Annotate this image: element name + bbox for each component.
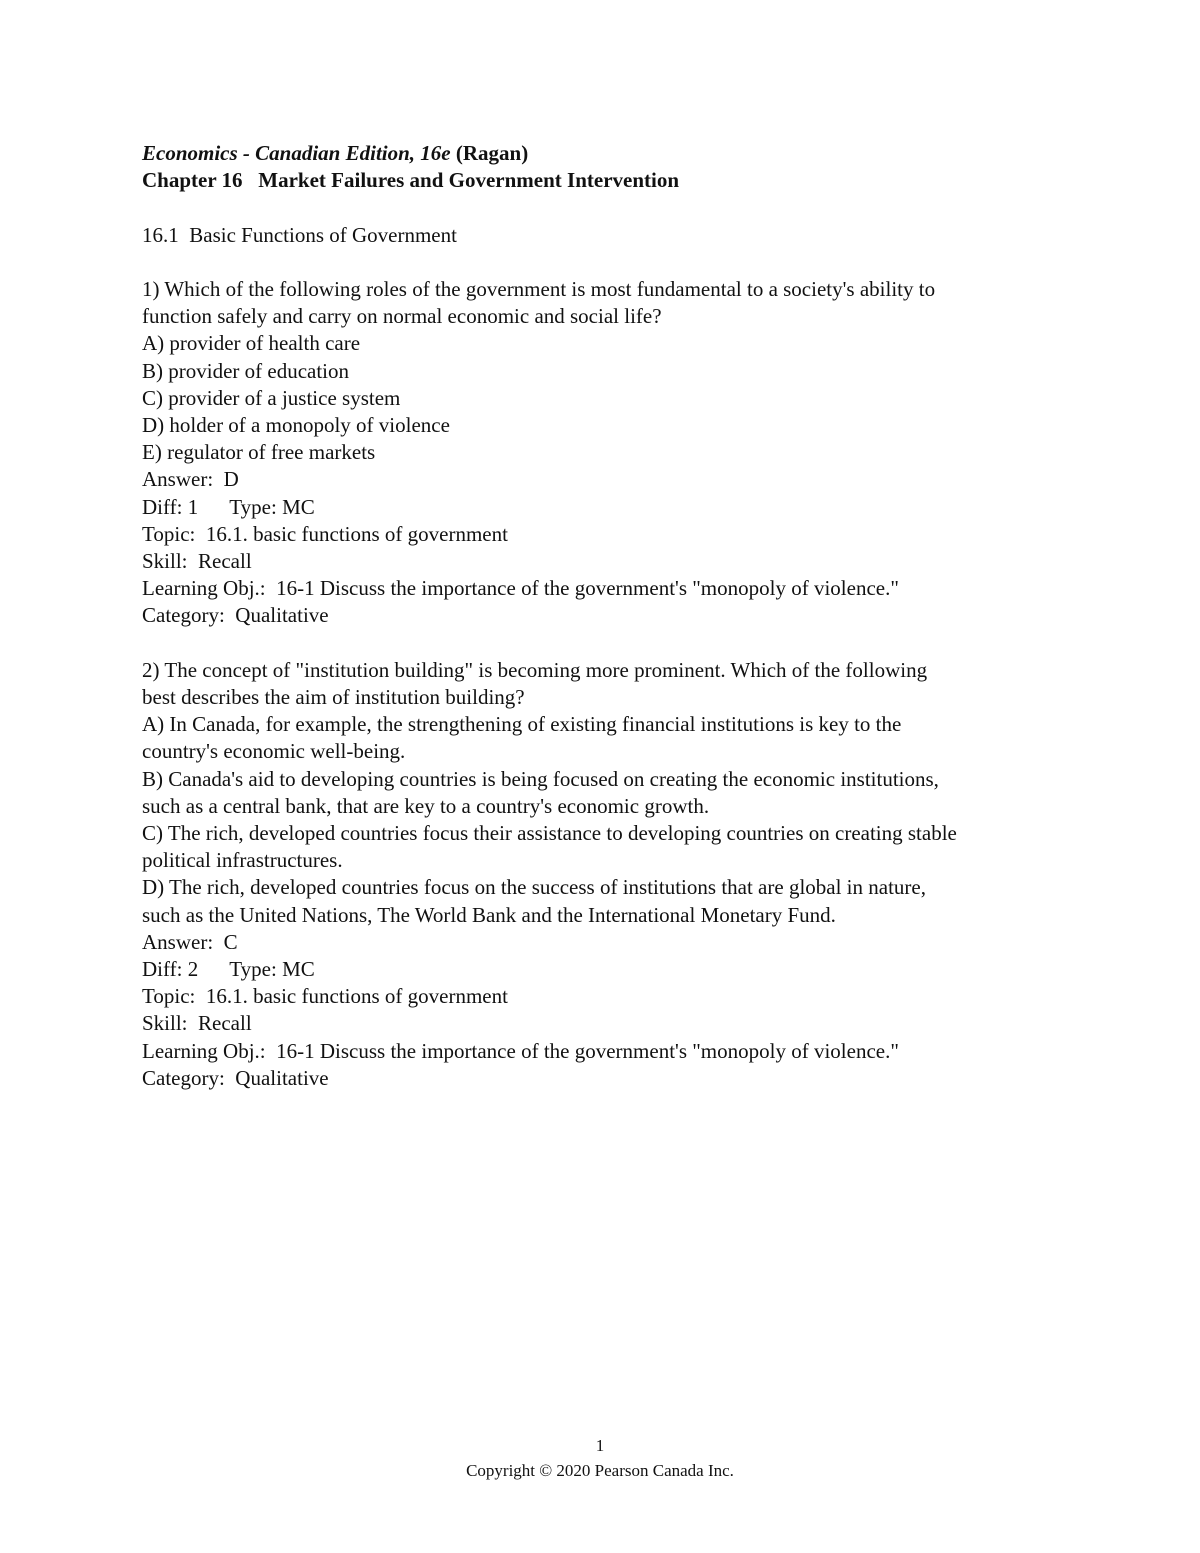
- spacer: [142, 630, 1072, 657]
- answer-key: Answer: C: [142, 929, 238, 954]
- category: Category: Qualitative: [142, 1065, 329, 1090]
- skill: Skill: Recall: [142, 1011, 252, 1036]
- learning-objective: Learning Obj.: 16-1 Discuss the importance of the government's "monopoly of violence.": [142, 1038, 899, 1063]
- answer-option: D) holder of a monopoly of violence: [142, 413, 450, 437]
- topic: Topic: 16.1. basic functions of government: [142, 521, 508, 546]
- spacer: [142, 249, 1072, 276]
- answer-option: B) provider of education: [142, 358, 350, 383]
- answer-option: C) The rich, developed countries focus their assistance to developing countries on creating stable: [142, 821, 957, 846]
- book-author: (Ragan): [450, 141, 529, 165]
- skill: Skill: Recall: [142, 549, 252, 574]
- category: Category: Qualitative: [142, 603, 329, 628]
- question-stem-line: best describes the aim of institution building?: [142, 685, 525, 710]
- question-stem-line: 2) The concept of "institution building" is becoming more prominent. Which of the following: [142, 657, 928, 682]
- page-number: 1: [595, 1436, 605, 1455]
- learning-objective: Learning Obj.: 16-1 Discuss the importance of the government's "monopoly of violence.": [142, 576, 899, 601]
- difficulty-type: Diff: 2 Type: MC: [142, 957, 315, 982]
- copyright-notice: Copyright © 2020 Pearson Canada Inc.: [466, 1461, 734, 1480]
- book-title: Economics - Canadian Edition, 16e: [142, 141, 451, 165]
- book-title-line: [142, 140, 1072, 167]
- answer-option: C) provider of a justice system: [142, 385, 401, 410]
- answer-option: E) regulator of free markets: [142, 440, 376, 465]
- difficulty-type: Diff: 1 Type: MC: [142, 494, 315, 519]
- answer-option: B) Canada's aid to developing countries is being focused on creating the economic institutions,: [142, 766, 939, 791]
- topic: Topic: 16.1. basic functions of government: [142, 984, 508, 1009]
- answer-option: country's economic well-being.: [142, 739, 406, 764]
- answer-option: A) In Canada, for example, the strengthening of existing financial institutions is key to the: [142, 712, 902, 737]
- answer-option: political infrastructures.: [142, 848, 343, 873]
- answer-option: such as a central bank, that are key to a country's economic growth.: [142, 793, 710, 818]
- chapter-title: Chapter 16 Market Failures and Government Intervention: [142, 168, 680, 193]
- question-stem-line: 1) Which of the following roles of the government is most fundamental to a society's ability to: [142, 276, 936, 301]
- answer-option: A) provider of health care: [142, 331, 361, 356]
- question-2: [142, 657, 1072, 1092]
- section-title: 16.1 Basic Functions of Government: [142, 222, 457, 247]
- spacer: [142, 194, 1072, 221]
- answer-option: such as the United Nations, The World Bank and the International Monetary Fund.: [142, 902, 836, 927]
- page-content: [142, 140, 1072, 1092]
- question-stem-line: function safely and carry on normal economic and social life?: [142, 304, 662, 329]
- answer-option: D) The rich, developed countries focus on the success of institutions that are global in nature,: [142, 875, 926, 900]
- answer-key: Answer: D: [142, 467, 239, 492]
- question-1: [142, 276, 1072, 630]
